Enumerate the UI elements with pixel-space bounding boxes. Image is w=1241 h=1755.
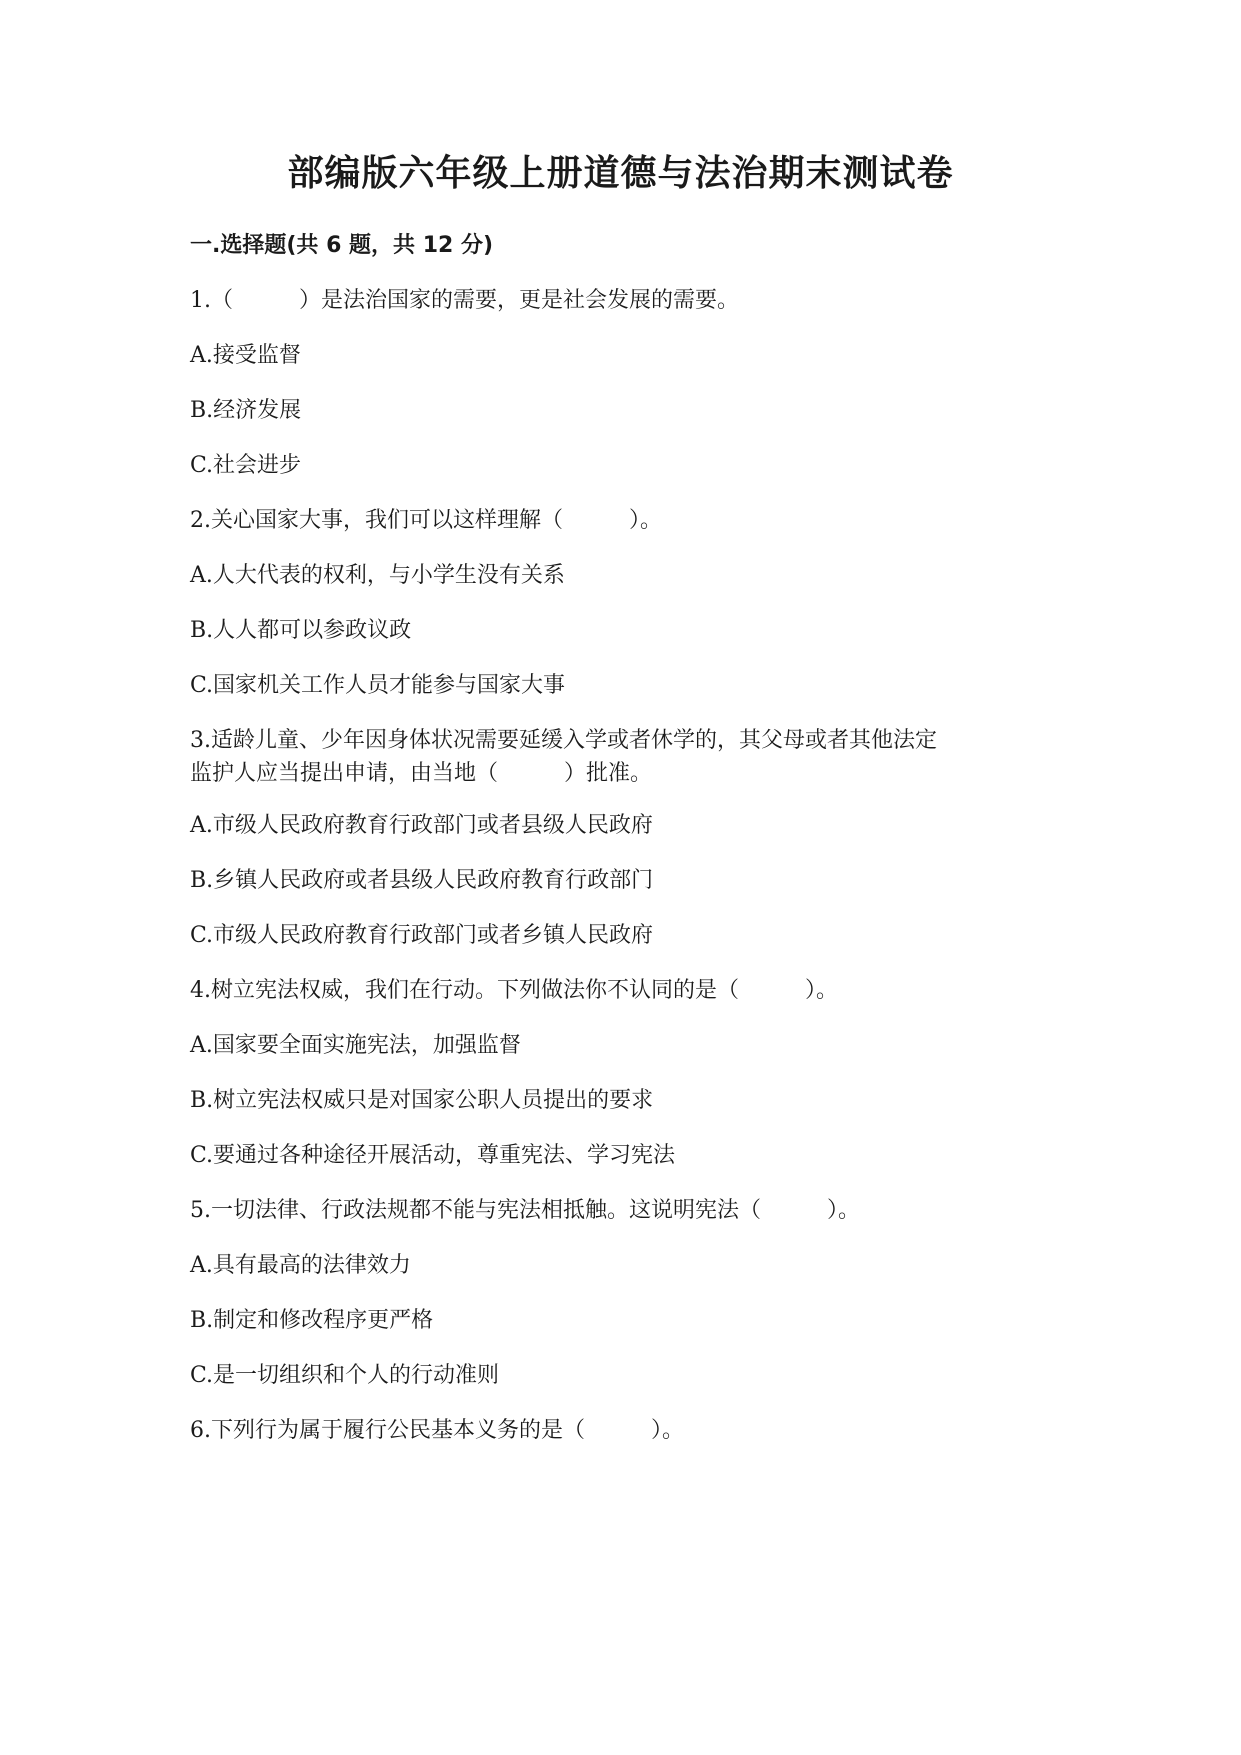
question-3-stem-line-1: 3.适龄儿童、少年因身体状况需要延缓入学或者休学的，其父母或者其他法定	[190, 728, 937, 753]
question-1-stem: 1.（ ）是法治国家的需要，更是社会发展的需要。	[190, 288, 739, 313]
question-3-option-a: A.市级人民政府教育行政部门或者县级人民政府	[190, 813, 653, 838]
question-4-option-c: C.要通过各种途径开展活动，尊重宪法、学习宪法	[190, 1143, 676, 1168]
question-3-option-b: B.乡镇人民政府或者县级人民政府教育行政部门	[190, 868, 654, 893]
question-4-option-b: B.树立宪法权威只是对国家公职人员提出的要求	[190, 1088, 654, 1113]
section-heading: 一.选择题(共 6 题，共 12 分)	[190, 233, 494, 258]
question-3-stem-line-2: 监护人应当提出申请，由当地（ ）批准。	[190, 761, 653, 786]
question-5-stem: 5.一切法律、行政法规都不能与宪法相抵触。这说明宪法（ ）。	[190, 1198, 860, 1223]
question-1-option-c: C.社会进步	[190, 453, 302, 478]
question-2-option-a: A.人大代表的权利，与小学生没有关系	[190, 563, 565, 588]
question-5-option-a: A.具有最高的法律效力	[190, 1253, 411, 1278]
question-2-option-c: C.国家机关工作人员才能参与国家大事	[190, 673, 566, 698]
question-6-stem: 6.下列行为属于履行公民基本义务的是（ ）。	[190, 1418, 684, 1443]
question-2-stem: 2.关心国家大事，我们可以这样理解（ ）。	[190, 508, 662, 533]
question-3-option-c: C.市级人民政府教育行政部门或者乡镇人民政府	[190, 923, 654, 948]
question-1-option-b: B.经济发展	[190, 398, 302, 423]
question-5-option-c: C.是一切组织和个人的行动准则	[190, 1363, 500, 1388]
page-title: 部编版六年级上册道德与法治期末测试卷	[287, 152, 954, 194]
question-1-option-a: A.接受监督	[190, 343, 301, 368]
question-5-option-b: B.制定和修改程序更严格	[190, 1308, 434, 1333]
question-4-stem: 4.树立宪法权威，我们在行动。下列做法你不认同的是（ ）。	[190, 978, 838, 1003]
question-2-option-b: B.人人都可以参政议政	[190, 618, 412, 643]
question-4-option-a: A.国家要全面实施宪法，加强监督	[190, 1033, 521, 1058]
